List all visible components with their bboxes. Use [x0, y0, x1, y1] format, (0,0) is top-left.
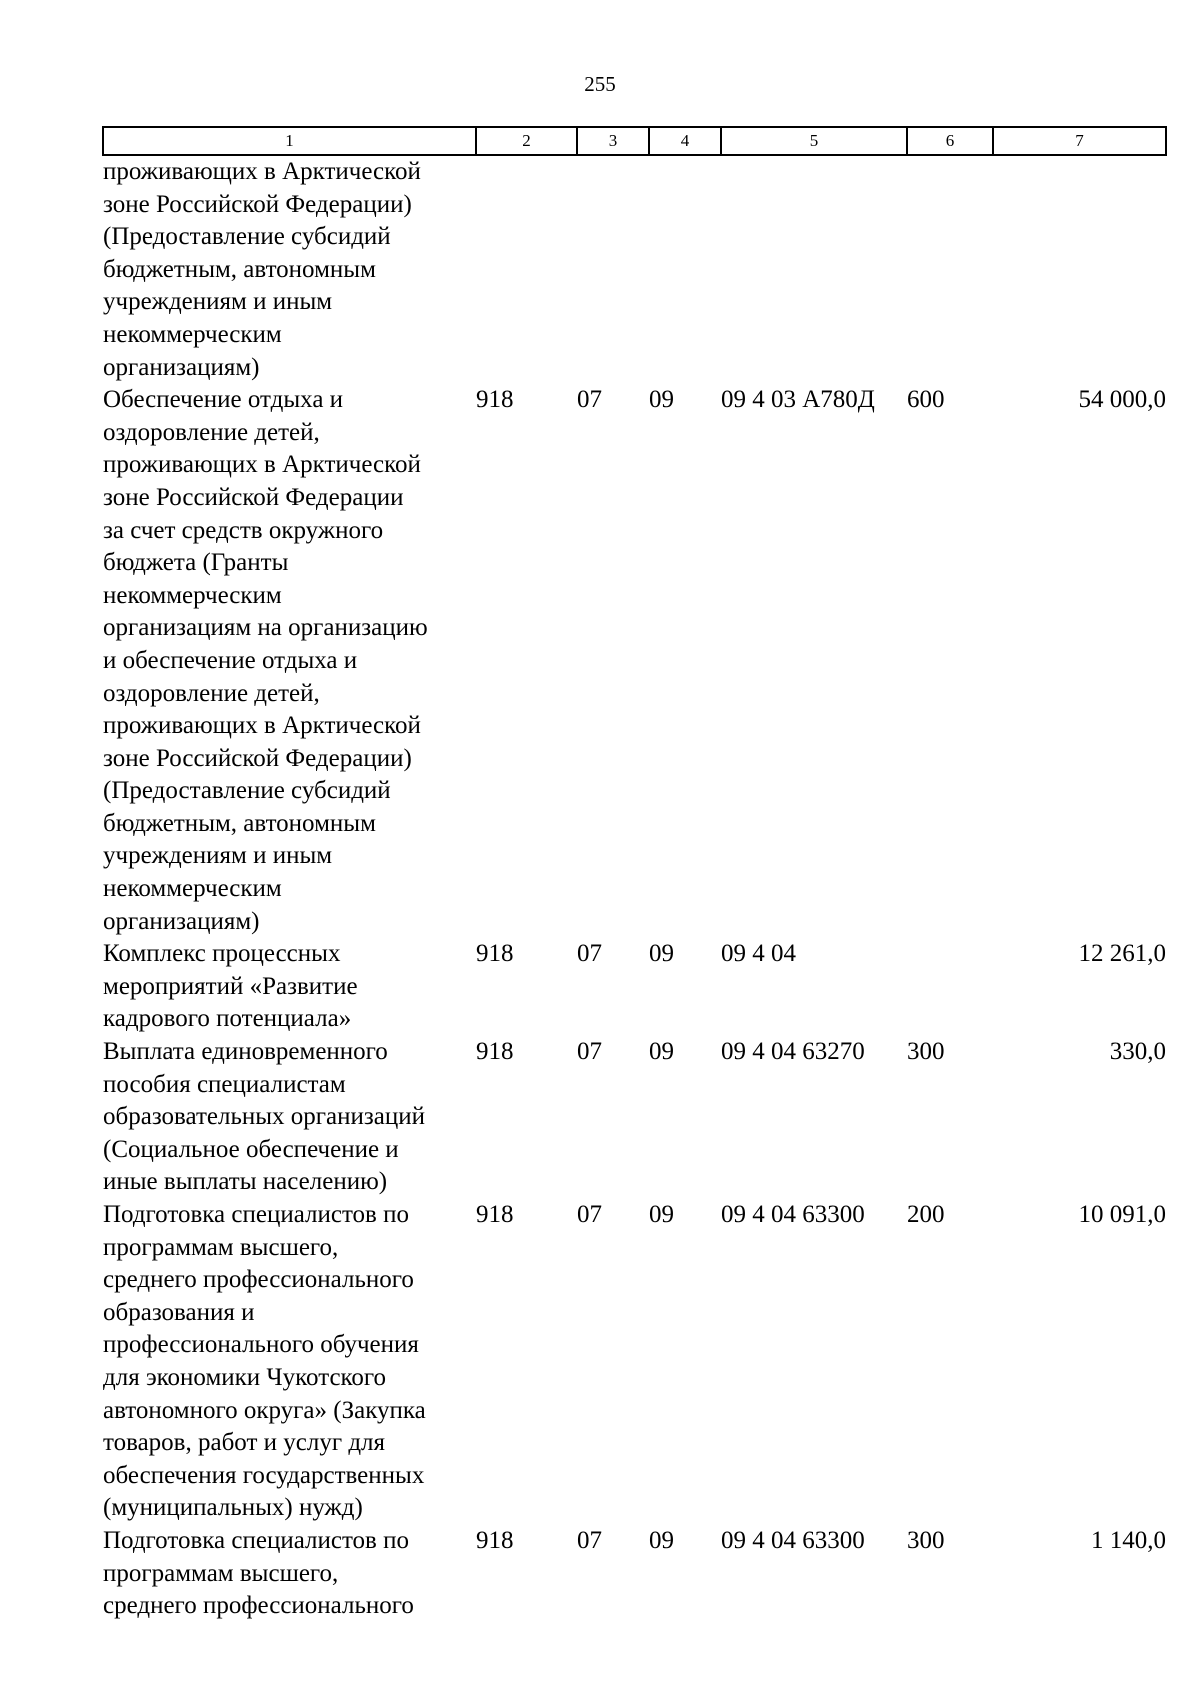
- item-name-line: Обеспечение отдыха и: [103, 386, 344, 414]
- target-article-cell: 09 4 04: [721, 940, 796, 968]
- item-name-line: Подготовка специалистов по: [103, 1526, 409, 1554]
- item-name-line: профессионального обучения: [103, 1331, 419, 1359]
- item-name-line: Комплекс процессных: [103, 940, 341, 968]
- item-name-line: некоммерческим: [103, 875, 282, 903]
- expense-kind-cell: [907, 155, 993, 384]
- subsection-cell: 09: [649, 940, 674, 968]
- item-name-line: иные выплаты населению): [103, 1168, 388, 1196]
- item-name-line: некоммерческим: [103, 581, 282, 609]
- section-cell: 07: [577, 1201, 602, 1228]
- target-article-cell: 09 4 04 63270: [721, 1038, 865, 1066]
- item-name-line: проживающих в Арктической: [103, 451, 421, 479]
- item-name-line: Выплата единовременного: [103, 1038, 388, 1066]
- item-name-line: программам высшего,: [103, 1559, 339, 1587]
- item-name-line: бюджетным, автономным: [103, 809, 376, 837]
- item-name-line: среднего профессионального: [103, 1266, 414, 1294]
- admin-code-cell: 918: [476, 386, 514, 414]
- column-header-2: 2: [476, 127, 577, 155]
- item-name-line: оздоровление детей,: [103, 418, 320, 446]
- admin-code-cell: 918: [476, 1201, 514, 1228]
- table-header: [103, 127, 1166, 155]
- item-name-line: зоне Российской Федерации: [103, 483, 404, 511]
- amount-cell: 12 261,0: [1078, 940, 1166, 968]
- item-name-line: мероприятий «Развитие: [103, 972, 358, 1000]
- item-name-line: (муниципальных) нужд): [103, 1494, 363, 1522]
- table-row: [103, 1036, 1166, 1199]
- admin-code-cell: 918: [476, 940, 514, 968]
- amount-cell: 330,0: [1109, 1038, 1166, 1066]
- table-body: [103, 155, 1166, 1623]
- section-cell: 07: [577, 1526, 602, 1554]
- section-cell: [577, 155, 649, 384]
- header-row: [103, 127, 1166, 155]
- item-name-line: зоне Российской Федерации): [103, 744, 412, 772]
- item-name-line: пособия специалистам: [103, 1070, 346, 1098]
- expense-kind-cell: [907, 938, 993, 1036]
- column-header-3: 3: [577, 127, 649, 155]
- section-cell: 07: [577, 386, 602, 414]
- item-name-line: и обеспечение отдыха и: [103, 646, 358, 674]
- item-name-line: среднего профессионального: [103, 1592, 414, 1620]
- item-name-line: кадрового потенциала»: [103, 1005, 352, 1033]
- section-cell: 07: [577, 940, 602, 968]
- subsection-cell: 09: [649, 1201, 674, 1228]
- item-name-line: учреждениям и иным: [103, 842, 333, 870]
- item-name-line: бюджетным, автономным: [103, 255, 376, 283]
- item-name-line: программам высшего,: [103, 1233, 339, 1261]
- amount-cell: 10 091,0: [1078, 1201, 1166, 1228]
- admin-code-cell: 918: [476, 1526, 514, 1554]
- admin-code-cell: 918: [476, 1038, 514, 1066]
- target-article-cell: 09 4 04 63300: [721, 1201, 865, 1228]
- table-row: [103, 384, 1166, 938]
- amount-cell: [993, 155, 1166, 384]
- column-header-5: 5: [721, 127, 907, 155]
- table-row: [103, 938, 1166, 1036]
- item-name-line: учреждениям и иным: [103, 288, 333, 316]
- item-name-line: обеспечения государственных: [103, 1461, 425, 1489]
- expense-kind-cell: 300: [907, 1038, 945, 1066]
- column-header-6: 6: [907, 127, 993, 155]
- subsection-cell: 09: [649, 1038, 674, 1066]
- column-header-7: 7: [993, 127, 1166, 155]
- item-name-cell: [103, 384, 476, 938]
- item-name-line: некоммерческим: [103, 320, 282, 348]
- amount-cell: 1 140,0: [1091, 1526, 1166, 1554]
- expense-kind-cell: 600: [907, 386, 945, 414]
- budget-table: [102, 126, 1167, 1623]
- table-row: [103, 155, 1166, 384]
- item-name-cell: [103, 1199, 476, 1525]
- item-name-line: (Социальное обеспечение и: [103, 1135, 399, 1163]
- target-article-cell: 09 4 03 А780Д: [721, 386, 875, 414]
- item-name-line: товаров, работ и услуг для: [103, 1429, 386, 1457]
- expense-kind-cell: 300: [907, 1526, 945, 1554]
- item-name-line: проживающих в Арктической: [103, 158, 421, 185]
- subsection-cell: 09: [649, 386, 674, 414]
- item-name-line: для экономики Чукотского: [103, 1363, 387, 1391]
- item-name-line: оздоровление детей,: [103, 679, 320, 707]
- item-name-cell: [103, 1036, 476, 1199]
- subsection-cell: 09: [649, 1526, 674, 1554]
- table-row: [103, 1525, 1166, 1623]
- item-name-line: (Предоставление субсидий: [103, 223, 391, 251]
- target-article-cell: 09 4 04 63300: [721, 1526, 865, 1554]
- item-name-line: Подготовка специалистов по: [103, 1201, 409, 1228]
- column-header-4: 4: [649, 127, 721, 155]
- subsection-cell: [649, 155, 721, 384]
- item-name-line: зоне Российской Федерации): [103, 190, 412, 218]
- item-name-line: организациям): [103, 353, 260, 381]
- section-cell: 07: [577, 1038, 602, 1066]
- item-name-line: образовательных организаций: [103, 1103, 426, 1131]
- item-name-line: образования и: [103, 1298, 255, 1326]
- target-article-cell: [721, 155, 907, 384]
- table-row: [103, 1199, 1166, 1525]
- column-header-1: 1: [103, 127, 476, 155]
- item-name-line: автономного округа» (Закупка: [103, 1396, 426, 1424]
- item-name-line: за счет средств окружного: [103, 516, 384, 544]
- admin-code-cell: [476, 155, 577, 384]
- item-name-cell: [103, 1525, 476, 1623]
- item-name-line: организациям на организацию: [103, 614, 428, 642]
- item-name-cell: [103, 155, 476, 384]
- expense-kind-cell: 200: [907, 1201, 945, 1228]
- item-name-line: бюджета (Гранты: [103, 549, 289, 577]
- item-name-cell: [103, 938, 476, 1036]
- item-name-line: (Предоставление субсидий: [103, 777, 391, 805]
- item-name-line: организациям): [103, 907, 260, 935]
- item-name-line: проживающих в Арктической: [103, 712, 421, 740]
- page-number: 255: [584, 72, 616, 96]
- amount-cell: 54 000,0: [1078, 386, 1166, 414]
